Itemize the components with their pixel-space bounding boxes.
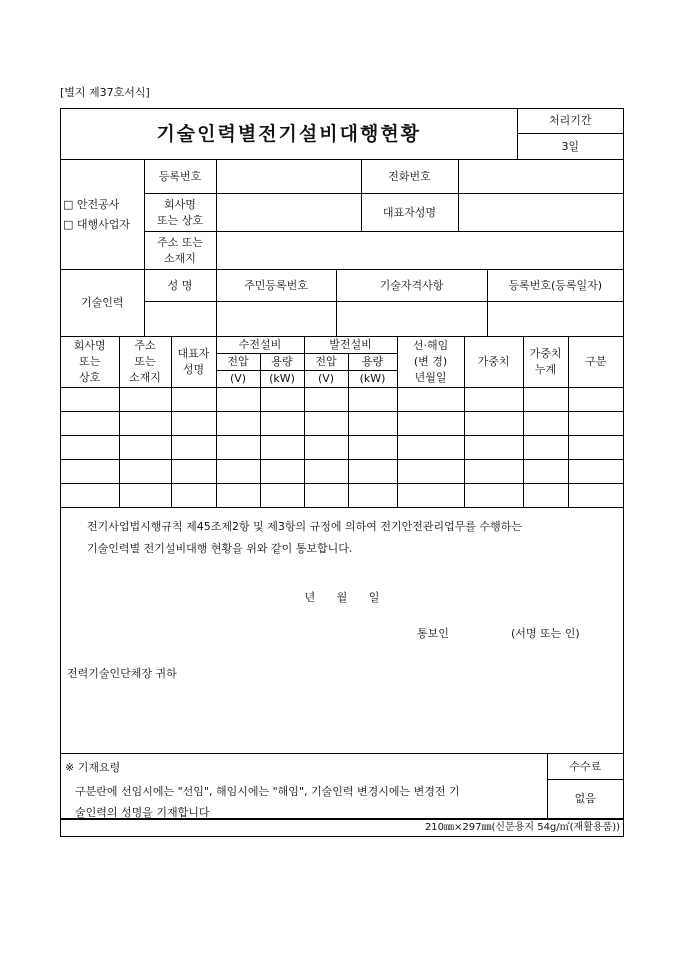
company-field[interactable]	[216, 194, 361, 232]
col-recv-voltage: 전압	[216, 354, 260, 371]
table-cell[interactable]	[61, 388, 119, 412]
notes-line-1: 구분란에 선임시에는 "선임", 해임시에는 "해임", 기술인력 변경시에는 변경전 기	[75, 785, 460, 798]
table-cell[interactable]	[61, 436, 119, 460]
table-cell[interactable]	[119, 412, 171, 436]
table-cell[interactable]	[171, 460, 216, 484]
table-cell[interactable]	[260, 388, 304, 412]
table-cell[interactable]	[171, 412, 216, 436]
col-category: 구분	[568, 337, 623, 388]
form-frame	[60, 108, 624, 837]
option-safety-corp[interactable]	[63, 195, 142, 215]
table-cell[interactable]	[260, 484, 304, 508]
technician-block	[61, 269, 623, 337]
unit-recv-voltage: (V)	[216, 371, 260, 388]
table-cell[interactable]	[568, 484, 623, 508]
col-gen-capacity: 용량	[348, 354, 397, 371]
reg-no-field[interactable]	[216, 160, 361, 194]
address-field[interactable]	[216, 232, 623, 270]
processing-period-value: 3일	[517, 134, 623, 160]
facility-table	[61, 336, 623, 508]
option-agency-label: 대행사업자	[76, 217, 131, 231]
statement-line-2: 기술인력별 전기설비대행 현황을 위와 같이 통보합니다.	[87, 542, 353, 555]
date-line: 년 월 일	[304, 591, 380, 604]
col-weight: 가중치	[464, 337, 523, 388]
table-cell[interactable]	[348, 388, 397, 412]
table-cell[interactable]	[216, 412, 260, 436]
table-cell[interactable]	[464, 412, 523, 436]
notes-line-2: 술인력의 성명을 기재합니다	[75, 806, 210, 819]
address-label: 주소 또는 소재지	[144, 232, 216, 270]
col-representative: 대표자 성명	[171, 337, 216, 388]
table-cell[interactable]	[260, 460, 304, 484]
table-cell[interactable]	[464, 436, 523, 460]
table-row	[61, 460, 623, 484]
notes-body	[75, 781, 537, 819]
table-cell[interactable]	[397, 412, 464, 436]
table-cell[interactable]	[119, 484, 171, 508]
table-cell[interactable]	[397, 460, 464, 484]
table-cell[interactable]	[304, 460, 348, 484]
table-cell[interactable]	[171, 436, 216, 460]
table-row	[61, 412, 623, 436]
table-cell[interactable]	[348, 460, 397, 484]
table-cell[interactable]	[216, 484, 260, 508]
table-cell[interactable]	[464, 460, 523, 484]
unit-gen-capacity: (kW)	[348, 371, 397, 388]
table-cell[interactable]	[119, 436, 171, 460]
table-cell[interactable]	[523, 460, 568, 484]
tech-reg-label: 등록번호(등록일자)	[487, 270, 623, 302]
table-cell[interactable]	[568, 436, 623, 460]
reporter-type	[61, 160, 144, 270]
col-receiving: 수전설비	[216, 337, 304, 354]
table-cell[interactable]	[260, 436, 304, 460]
table-cell[interactable]	[216, 388, 260, 412]
table-row	[61, 388, 623, 412]
recipient: 전력기술인단체장 귀하	[67, 667, 177, 680]
tech-name-label: 성 명	[144, 270, 216, 302]
tech-name-field[interactable]	[144, 302, 216, 337]
paper-spec: 210㎜×297㎜(신문용지 54g/㎡(재활용품))	[61, 819, 623, 836]
table-cell[interactable]	[348, 412, 397, 436]
col-appoint-date: 선·해임 (변 경) 년월일	[397, 337, 464, 388]
technician-section-label: 기술인력	[61, 270, 144, 337]
table-cell[interactable]	[304, 436, 348, 460]
sign-label: (서명 또는 인)	[511, 627, 580, 640]
table-cell[interactable]	[304, 388, 348, 412]
sender-label: 통보인	[417, 627, 449, 640]
reporter-block	[61, 159, 623, 270]
table-cell[interactable]	[216, 460, 260, 484]
table-cell[interactable]	[61, 460, 119, 484]
table-cell[interactable]	[397, 388, 464, 412]
notes-area	[61, 754, 547, 819]
col-generating: 발전설비	[304, 337, 397, 354]
checkbox-icon[interactable]: □	[63, 217, 74, 231]
table-row	[61, 484, 623, 508]
table-cell[interactable]	[260, 412, 304, 436]
rep-name-label: 대표자성명	[361, 194, 458, 232]
company-label: 회사명 또는 상호	[144, 194, 216, 232]
table-row	[61, 436, 623, 460]
statement-area	[61, 508, 623, 754]
table-cell[interactable]	[171, 484, 216, 508]
table-cell[interactable]	[464, 484, 523, 508]
statement-line-1: 전기사업법시행규칙 제45조제2항 및 제3항의 규정에 의하여 전기안전관리업무를 수행하는	[87, 520, 523, 533]
table-cell[interactable]	[119, 460, 171, 484]
table-cell[interactable]	[397, 484, 464, 508]
tech-qualification-label: 기술자격사항	[336, 270, 487, 302]
unit-gen-voltage: (V)	[304, 371, 348, 388]
table-cell[interactable]	[523, 484, 568, 508]
table-cell[interactable]	[568, 388, 623, 412]
option-agency[interactable]	[63, 215, 142, 235]
table-cell[interactable]	[397, 436, 464, 460]
table-cell[interactable]	[568, 460, 623, 484]
col-gen-voltage: 전압	[304, 354, 348, 371]
phone-field[interactable]	[458, 160, 623, 194]
notes-title: ※ 기재요령	[65, 761, 121, 774]
checkbox-icon[interactable]: □	[63, 197, 74, 211]
facility-rows	[61, 388, 623, 508]
table-cell[interactable]	[119, 388, 171, 412]
table-cell[interactable]	[348, 484, 397, 508]
col-recv-capacity: 용량	[260, 354, 304, 371]
table-cell[interactable]	[61, 484, 119, 508]
fee-value: 없음	[547, 780, 623, 819]
table-cell[interactable]	[304, 412, 348, 436]
table-cell[interactable]	[216, 436, 260, 460]
table-cell[interactable]	[464, 388, 523, 412]
tech-reg-field[interactable]	[487, 302, 623, 337]
statement-text	[87, 516, 615, 560]
table-cell[interactable]	[523, 436, 568, 460]
table-cell[interactable]	[304, 484, 348, 508]
col-weight-sum: 가중치 누계	[523, 337, 568, 388]
processing-period-label: 처리기간	[517, 109, 623, 134]
fee-label: 수수료	[547, 754, 623, 780]
rep-name-field[interactable]	[458, 194, 623, 232]
title-block	[61, 109, 623, 160]
tech-id-label: 주민등록번호	[216, 270, 336, 302]
col-address: 주소 또는 소재지	[119, 337, 171, 388]
col-company: 회사명 또는 상호	[61, 337, 119, 388]
phone-label: 전화번호	[361, 160, 458, 194]
table-cell[interactable]	[523, 412, 568, 436]
tech-qualification-field[interactable]	[336, 302, 487, 337]
reg-no-label: 등록번호	[144, 160, 216, 194]
form-code: [별지 제37호서식]	[60, 86, 150, 99]
table-cell[interactable]	[61, 412, 119, 436]
option-safety-label: 안전공사	[76, 197, 120, 211]
unit-recv-capacity: (kW)	[260, 371, 304, 388]
notes-block	[61, 753, 623, 819]
table-cell[interactable]	[171, 388, 216, 412]
statement-block	[61, 507, 623, 754]
table-cell[interactable]	[568, 412, 623, 436]
form-title: 기술인력별전기설비대행현황	[61, 109, 517, 160]
table-cell[interactable]	[523, 388, 568, 412]
tech-id-field[interactable]	[216, 302, 336, 337]
table-cell[interactable]	[348, 436, 397, 460]
